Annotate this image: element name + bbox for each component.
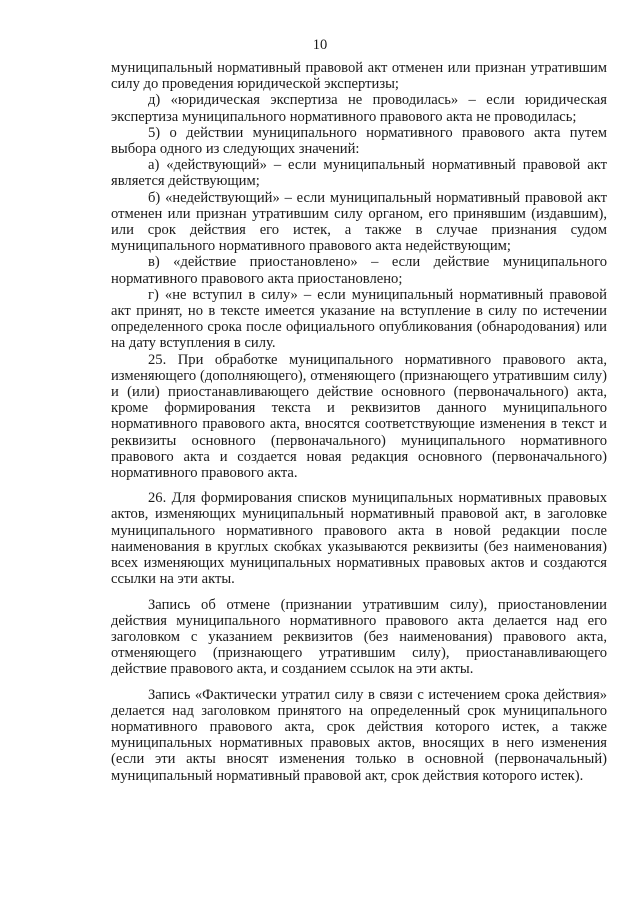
page-number: 10 — [312, 37, 328, 53]
paragraph-section-25: 25. При обработке муниципального нормативного правового акта, изменяющего (дополняющего), отменяющего (признающего утратившим силу) и (или) приостанавливающего действие основного (первоначального) акта, кроме формирования текста и реквизитов данного муниципального нормативного правового акта, вносятся соответствующие изменения в текст и реквизиты основного (первоначального) муниципального нормативного правового акта и создается новая редакция основного (первоначального) нормативного правового акта. — [111, 351, 607, 482]
paragraph-continuation: муниципальный нормативный правовой акт отменен или признан утратившим силу до проведения юридической экспертизы; — [111, 60, 607, 93]
paragraph-expired-record: Запись «Фактически утратил силу в связи с истечением срока действия» делается над заголовком принятого на определенный срок муниципального нормативного правового акта, срок действия которого истек, а также муниципальных нормативных правовых актов, вносящих в него изменения (если эти акты вносят изменения только в основной (первоначальный) муниципальный нормативный правовой акт, срок действия которого истек). — [111, 686, 607, 784]
paragraph-item-d: д) «юридическая экспертиза не проводилась» – если юридическая экспертиза муниципального нормативного правового акта не проводилась; — [111, 92, 607, 125]
paragraph-item-v: в) «действие приостановлено» – если действие муниципального нормативного правового акта приостановлено; — [111, 254, 607, 287]
paragraph-item-b: б) «недействующий» – если муниципальный нормативный правовой акт отменен или признан утратившим силу органом, его принявшим (издавшим), или срок действия его истек, а также в случае признания судом муниципального нормативного правового акта недействующим; — [111, 189, 607, 255]
paragraph-cancellation-record: Запись об отмене (признании утратившим силу), приостановлении действия муниципального нормативного правового акта делается над его заголовком с указанием реквизитов (без наименования) правового акта, отменяющего (признающего утратившим силу), приостанавливающего действие правового акта, и созданием ссылок на эти акты. — [111, 596, 607, 678]
paragraph-item-g: г) «не вступил в силу» – если муниципальный нормативный правовой акт принят, но в тексте имеется указание на вступление в силу по истечении определенного срока после официального опубликования (обнародования) или на дату вступления в силу. — [111, 286, 607, 352]
document-body — [111, 60, 607, 784]
paragraph-section-26: 26. Для формирования списков муниципальных нормативных правовых актов, изменяющих муниципальный нормативный правовой акт, в заголовке муниципального нормативного правового акта в новой редакции после наименования в круглых скобках указываются реквизиты (без наименования) всех изменяющих муниципальных нормативных правовых актов и создаются ссылки на эти акты. — [111, 490, 607, 588]
paragraph-item-a: а) «действующий» – если муниципальный нормативный правовой акт является действующим; — [111, 157, 607, 190]
paragraph-item-5: 5) о действии муниципального нормативного правового акта путем выбора одного из следующих значений: — [111, 124, 607, 158]
